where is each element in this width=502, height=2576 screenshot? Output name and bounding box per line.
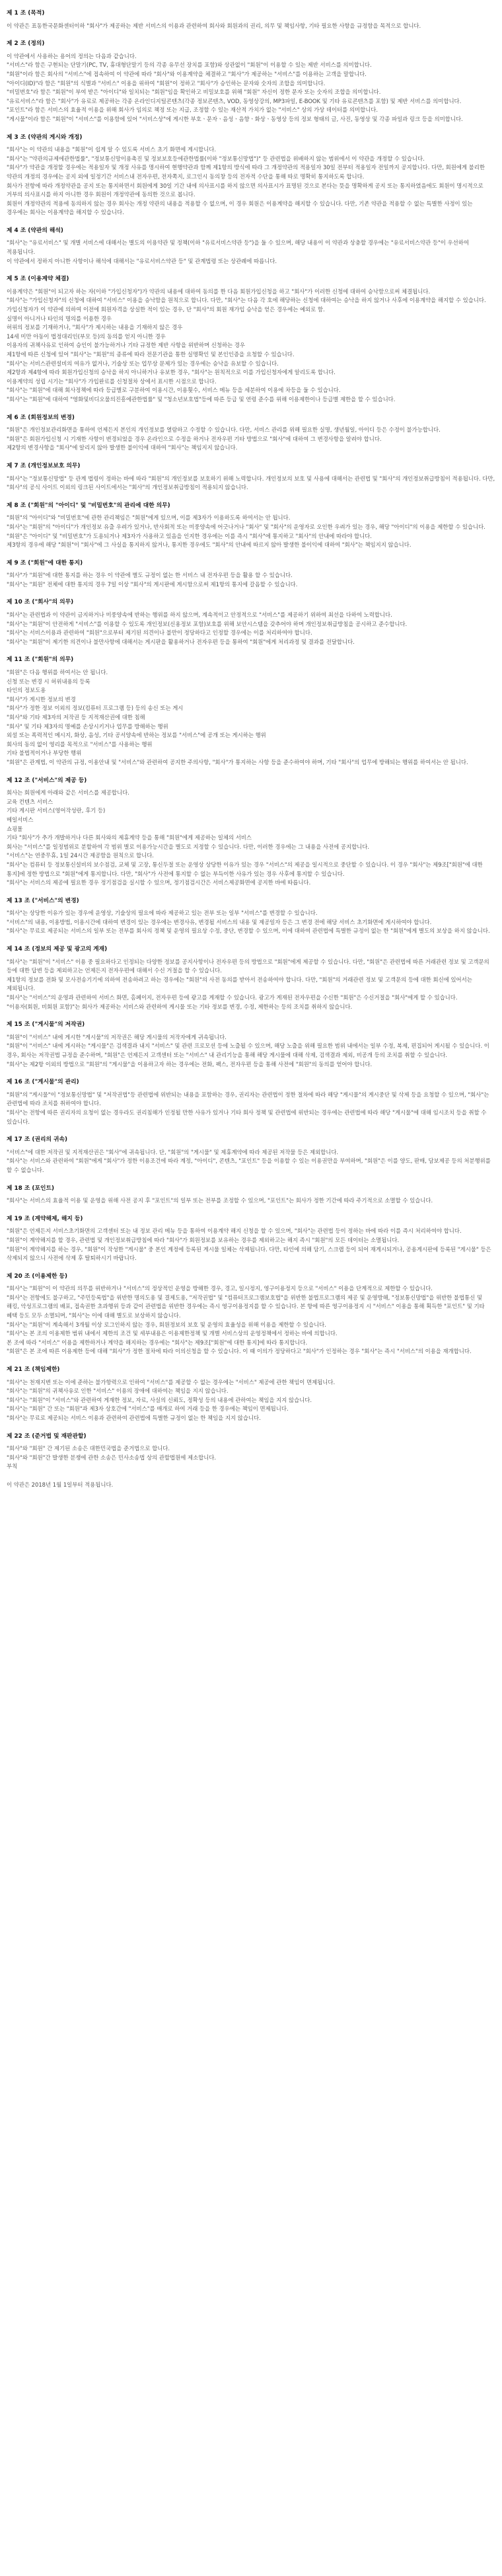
- article-title: 제 11 조 ("회원"의 의무): [7, 656, 74, 664]
- article-title: 제 15 조 ("게시물"의 저작권): [7, 1021, 85, 1029]
- article-title: 제 6 조 (회원정보의 변경): [7, 414, 75, 421]
- article-title: 제 8 조 ("회원"의 "아이디" 및 "비밀번호"의 관리에 대한 의무): [7, 502, 170, 509]
- article-body: 이 약관에서 사용하는 용어의 정의는 다음과 같습니다. "서비스"라 함은 구현되는 단말기(PC, TV, 휴대형단말기 등의 각종 유무선 장치를 포함)와 상관없이 "회원"이 이용할 수 있는 제반 서비스를 의미합니다. "회원"이라 함은 회사의 "서비스"에 접속하여 이 약관에 따라 "회사"와 이용계약을 체결하고 "회사"가 제공하는 "서비스"를 이용하는 고객을 말합니다. "아이디(ID)"라 함은 "회원"의 식별과 "서비스" 이용을 위하여 "회원"이 정하고 "회사"가 승인하는 문자와 숫자의 조합을 의미합니다. "비밀번호"라 함은 "회원"이 부여 받은 "아이디"와 일치되는 "회원"임을 확인하고 비밀보호를 위해 "회원" 자신이 정한 문자 또는 숫자의 조합을 의미합니다. "유료서비스"라 함은 "회사"가 유료로 제공하는 각종 온라인디지털콘텐츠(각종 정보콘텐츠, VOD, 동영상강의, MP3파일, E-BOOK 및 기타 유료콘텐츠를 포함) 및 제반 서비스를 의미합니다. "포인트"라 함은 서비스의 효율적 이용을 위해 회사가 임의로 책정 또는 지급, 조정할 수 있는 재산적 가치가 없는 "서비스" 상의 가상 데이터를 의미합니다. "게시물"이라 함은 "회원"이 "서비스"를 이용함에 있어 "서비스상"에 게시한 부호ㆍ문자ㆍ음성ㆍ음향ㆍ화상ㆍ동영상 등의 정보 형태의 글, 사진, 동영상 및 각종 파일과 링크 등을 의미합니다.: [7, 52, 463, 122]
- terms-article: [7, 1366, 495, 1423]
- article-body: "회사"와 "회원" 간 제기된 소송은 대한민국법을 준거법으로 합니다. "회사"와 "회원"간 발생한 분쟁에 관한 소송은 민사소송법 상의 관할법원에 제소합니다. 부칙: [7, 1445, 217, 1470]
- terms-article: [7, 945, 495, 1011]
- article-body: "서비스"에 대한 저작권 및 지적재산권은 "회사"에 귀속됩니다. 단, "회원"의 "게시물" 및 제휴계약에 따라 제공된 저작물 등은 제외합니다. "회사"는 서비스와 관련하여 "회원"에게 "회사"가 정한 이용조건에 따라 계정, "아이디", 콘텐츠, "포인트" 등을 이용할 수 있는 이용권만을 부여하며, "회원"은 이를 양도, 판매, 담보제공 등의 처분행위를 할 수 없습니다.: [7, 1148, 491, 1173]
- terms-article: [7, 275, 495, 404]
- terms-article: [7, 502, 495, 550]
- article-title: 제 1 조 (목적): [7, 10, 45, 17]
- article-title: 제 14 조 (정보의 제공 및 광고의 게재): [7, 946, 108, 953]
- article-title: 제 3 조 (약관의 게시와 개정): [7, 134, 83, 141]
- terms-article: [7, 777, 495, 888]
- terms-article: [7, 1432, 495, 1471]
- article-body: "회원"은 다음 행위를 하여서는 안 됩니다. 신청 또는 변경 시 허위내용의 등록 타인의 정보도용 "회사"가 게시한 정보의 변경 "회사"가 정한 정보 이외의 정보(컴퓨터 프로그램 등) 등의 송신 또는 게시 "회사"와 기타 제3자의 저작권 등 지적재산권에 대한 침해 "회사" 및 기타 제3자의 명예를 손상시키거나 업무를 방해하는 행위 외설 또는 폭력적인 메시지, 화상, 음성, 기타 공서양속에 반하는 정보를 "서비스"에 공개 또는 게시하는 행위 회사의 동의 없이 영리를 목적으로 "서비스"를 사용하는 행위 기타 불법적이거나 부당한 행위 "회원"은 관계법, 이 약관의 규정, 이용안내 및 "서비스"와 관련하여 공지한 주의사항, "회사"가 통지하는 사항 등을 준수하여야 하며, 기타 "회사"의 업무에 방해되는 행위를 하여서는 안 됩니다.: [7, 669, 468, 765]
- terms-article: [7, 462, 495, 492]
- effective-date-note: 이 약관은 2018년 1월 1일부터 적용됩니다.: [7, 1481, 114, 1488]
- article-body: "회원"은 개인정보관리화면을 통하여 언제든지 본인의 개인정보를 열람하고 수정할 수 있습니다. 다만, 서비스 관리를 위해 필요한 실명, 생년월일, 아이디 등은 수정이 불가능합니다. "회원"은 회원가입신청 시 기재한 사항이 변경되었을 경우 온라인으로 수정을 하거나 전자우편 기타 방법으로 "회사"에 대하여 그 변경사항을 알려야 합니다. 제2항의 변경사항을 "회사"에 알리지 않아 발생한 불이익에 대하여 "회사"는 책임지지 않습니다.: [7, 426, 441, 451]
- terms-article: [7, 40, 495, 124]
- article-body: "회사"는 관련법과 이 약관이 금지하거나 미풍양속에 반하는 행위를 하지 않으며, 계속적이고 안정적으로 "서비스"를 제공하기 위하여 최선을 다하여 노력합니다. "회사"는 "회원"이 안전하게 "서비스"를 이용할 수 있도록 개인정보(신용정보 포함)보호를 위해 보안시스템을 갖추어야 하며 개인정보취급방침을 공시하고 준수합니다. "회사"는 서비스이용과 관련하여 "회원"으로부터 제기된 의견이나 불만이 정당하다고 인정할 경우에는 이를 처리하여야 합니다. "회사"는 "회원"이 제기한 의견이나 불만사항에 대해서는 게시판을 활용하거나 전자우편 등을 통하여 "회원"에게 처리과정 및 결과를 전달합니다.: [7, 611, 408, 645]
- article-title: 제 10 조 ("회사"의 의무): [7, 599, 74, 606]
- article-title: 제 17 조 (권리의 귀속): [7, 1136, 68, 1144]
- article-title: 제 7 조 (개인정보보호 의무): [7, 462, 81, 469]
- article-body: "회사"는 이 약관의 내용을 "회원"이 쉽게 알 수 있도록 서비스 초기 화면에 게시합니다. "회사"는 "약관의규제에관한법률", "정보통신망이용촉진 및 정보보호등에관한법률(이하 "정보통신망법")" 등 관련법을 위배하지 않는 범위에서 이 약관을 개정할 수 있습니다. "회사"가 약관을 개정할 경우에는 적용일자 및 개정 사유를 명시하여 현행약관과 함께 제1항의 방식에 따라 그 개정약관의 적용일자 30일 전부터 적용일자 전일까지 공지합니다. 다만, 회원에게 불리한 약관의 개정의 경우에는 공지 외에 일정기간 서비스내 전자우편, 전자쪽지, 로그인시 동의창 등의 전자적 수단을 통해 따로 명확히 통지하도록 합니다. 회사가 전항에 따라 개정약관을 공지 또는 통지하면서 회원에게 30일 기간 내에 의사표시를 하지 않으면 의사표시가 표명된 것으로 본다는 뜻을 명확하게 공지 또는 통지하였음에도 회원이 명시적으로 거부의 의사표시를 하지 아니한 경우 회원이 개정약관에 동의한 것으로 봅니다. 회원이 개정약관의 적용에 동의하지 않는 경우 회사는 개정 약관의 내용을 적용할 수 없으며, 이 경우 회원은 이용계약을 해지할 수 있습니다. 다만, 기존 약관을 적용할 수 없는 특별한 사정이 있는 경우에는 회사는 이용계약을 해지할 수 있습니다.: [7, 146, 485, 216]
- article-body: 회사는 회원에게 아래와 같은 서비스를 제공합니다. 교육 컨텐츠 서비스 기타 게시판 서비스(영어작성란, 후기 등) 메일서비스 쇼핑몰 기타 "회사"가 추가 개발하거나 다른 회사와의 제휴계약 등을 통해 "회원"에게 제공하는 일체의 서비스 회사는 "서비스"를 일정범위로 분할하여 각 범위 별로 이용가능시간을 별도로 지정할 수 있습니다. 다만, 이러한 경우에는 그 내용을 사전에 공지합니다. "서비스"는 연중무휴, 1일 24시간 제공함을 원칙으로 합니다. "회사"는 컴퓨터 등 정보통신설비의 보수점검, 교체 및 고장, 통신두절 또는 운영상 상당한 이유가 있는 경우 "서비스"의 제공을 일시적으로 중단할 수 있습니다. 이 경우 "회사"는 제9조["회원"에 대한 통지]에 정한 방법으로 "회원"에게 통지합니다. 다만, "회사"가 사전에 통지할 수 없는 부득이한 사유가 있는 경우 사후에 통지할 수 있습니다. "회사"는 서비스의 제공에 필요한 경우 정기점검을 실시할 수 있으며, 정기점검시간은 서비스제공화면에 공지한 바에 따릅니다.: [7, 789, 483, 886]
- terms-article: [7, 134, 495, 217]
- article-body: "회원"의 "게시물"이 "정보통신망법" 및 "저작권법"등 관련법에 위반되는 내용을 포함하는 경우, 권리자는 관련법이 정한 절차에 따라 해당 "게시물"의 게시중단 및 삭제 등을 요청할 수 있으며, "회사"는 관련법에 따라 조치를 취하여야 합니다. "회사"는 전항에 따른 권리자의 요청이 없는 경우라도 권리침해가 인정될 만한 사유가 있거나 기타 회사 정책 및 관련법에 위반되는 경우에는 관련법에 따라 해당 "게시물"에 대해 임시조치 등을 취할 수 있습니다.: [7, 1091, 489, 1125]
- terms-article: [7, 414, 495, 453]
- terms-article: [7, 656, 495, 767]
- article-title: 제 9 조 ("회원"에 대한 통지): [7, 559, 83, 566]
- article-body: "회원"이 "서비스" 내에 게시한 "게시물"의 저작권은 해당 게시물의 저작자에게 귀속됩니다. "회원"이 "서비스" 내에 게시하는 "게시물"은 검색결과 내지 "서비스" 및 관련 프로모션 등에 노출될 수 있으며, 해당 노출을 위해 필요한 범위 내에서는 일부 수정, 복제, 편집되어 게시될 수 있습니다. 이 경우, 회사는 저작권법 규정을 준수하며, "회원"은 언제든지 고객센터 또는 "서비스" 내 관리기능을 통해 해당 게시물에 대해 삭제, 검색결과 제외, 비공개 등의 조치를 취할 수 있습니다. "회사"는 제2항 이외의 방법으로 "회원"의 "게시물"을 이용하고자 하는 경우에는 전화, 팩스, 전자우편 등을 통해 사전에 "회원"의 동의를 얻어야 합니다.: [7, 1033, 489, 1068]
- terms-article: [7, 598, 495, 646]
- article-title: 제 21 조 (책임제한): [7, 1366, 60, 1374]
- terms-article: [7, 1078, 495, 1126]
- article-body: "회원"의 "아이디"와 "비밀번호"에 관한 관리책임은 "회원"에게 있으며, 이를 제3자가 이용하도록 하여서는 안 됩니다. "회사"는 "회원"의 "아이디"가 개인정보 유출 우려가 있거나, 반사회적 또는 미풍양속에 어긋나거나 "회사" 및 "회사"의 운영자로 오인한 우려가 있는 경우, 해당 "아이디"의 이용을 제한할 수 있습니다. "회원"은 "아이디" 및 "비밀번호"가 도용되거나 제3자가 사용하고 있음을 인지한 경우에는 이를 즉시 "회사"에 통지하고 "회사"의 안내에 따라야 합니다. 제3항의 경우에 해당 "회원"이 "회사"에 그 사실을 통지하지 않거나, 통지한 경우에도 "회사"의 안내에 따르지 않아 발생한 불이익에 대하여 "회사"는 책임지지 않습니다.: [7, 514, 485, 549]
- terms-article: [7, 897, 495, 936]
- article-title: 제 2 조 (정의): [7, 40, 45, 48]
- article-body: "회사"는 "유료서비스" 및 개별 서비스에 대해서는 별도의 이용약관 및 정책(이하 "유료서비스약관 등")을 둘 수 있으며, 해당 내용이 이 약관과 상충할 경우에는 "유료서비스약관 등"이 우선하여 적용됩니다. 이 약관에서 정하지 아니한 사항이나 해석에 대해서는 "유료서비스약관 등" 및 관계법령 또는 상관례에 따릅니다.: [7, 239, 469, 264]
- article-title: 제 20 조 (이용제한 등): [7, 1272, 68, 1280]
- terms-article: [7, 1185, 495, 1206]
- article-body: 이용계약은 "회원"이 되고자 하는 자(이하 "가입신청자")가 약관의 내용에 대하여 동의를 한 다음 회원가입신청을 하고 "회사"가 이러한 신청에 대하여 승낙함으로써 체결됩니다. "회사"는 "가입신청자"의 신청에 대하여 "서비스" 이용을 승낙함을 원칙으로 합니다. 다만, "회사"는 다음 각 호에 해당하는 신청에 대하여는 승낙을 하지 않거나 사후에 이용계약을 해지할 수 있습니다. 가입신청자가 이 약관에 의하여 이전에 회원자격을 상실한 적이 있는 경우, 단 "회사"의 회원 재가입 승낙을 얻은 경우에는 예외로 함. 실명이 아니거나 타인의 명의를 이용한 경우 허위의 정보를 기재하거나, "회사"가 제시하는 내용을 기재하지 않은 경우 14세 미만 아동이 법정대리인(부모 등)의 동의를 얻지 아니한 경우 이용자의 귀책사유로 인하여 승인이 불가능하거나 기타 규정한 제반 사항을 위반하며 신청하는 경우 제1항에 따른 신청에 있어 "회사"는 "회원"의 종류에 따라 전문기관을 통한 실명확인 및 본인인증을 요청할 수 있습니다. "회사"는 서비스관련설비의 여유가 없거나, 기술상 또는 업무상 문제가 있는 경우에는 승낙을 유보할 수 있습니다. 제2항과 제4항에 따라 회원가입신청의 승낙을 하지 아니하거나 유보한 경우, "회사"는 원칙적으로 이를 가입신청자에게 알리도록 합니다. 이용계약의 성립 시기는 "회사"가 가입완료를 신청절차 상에서 표시한 시점으로 합니다. "회사"는 "회원"에 대해 회사정책에 따라 등급별로 구분하여 이용시간, 이용횟수, 서비스 메뉴 등을 세분하여 이용에 차등을 둘 수 있습니다. "회사"는 "회원"에 대하여 "영화및비디오물의진흥에관한법률" 및 "청소년보호법"등에 따른 등급 및 연령 준수를 위해 이용제한이나 등급별 제한을 할 수 있습니다.: [7, 288, 486, 403]
- article-body: 이 약관은 표동한국문화센터이하 "회사"가 제공하는 제반 서비스의 이용과 관련하여 회사와 회원과의 권리, 의무 및 책임사항, 기타 필요한 사항을 규정함을 목적으로 합니다.: [7, 22, 421, 29]
- terms-article: [7, 1215, 495, 1263]
- article-title: 제 16 조 ("게시물"의 관리): [7, 1079, 79, 1086]
- terms-article: [7, 1272, 495, 1356]
- article-body: "회원"은 언제든지 서비스초기화면의 고객센터 또는 내 정보 관리 메뉴 등을 통하여 이용계약 해지 신청을 할 수 있으며, "회사"는 관련법 등이 정하는 바에 따라 이를 즉시 처리하여야 합니다. "회원"이 계약해지를 할 경우, 관련법 및 개인정보취급방침에 따라 "회사"가 회원정보를 보유하는 경우를 제외하고는 해지 즉시 "회원"의 모든 데이터는 소멸됩니다. "회원"이 계약해지를 하는 경우, "회원"이 작성한 "게시물" 중 본인 계정에 등록된 게시물 일체는 삭제됩니다. 다만, 타인에 의해 담기, 스크랩 등이 되어 재게시되거나, 공용게시판에 등록된 "게시물" 등은 삭제되지 않으니 사전에 삭제 후 탈퇴하시기 바랍니다.: [7, 1228, 491, 1262]
- article-title: 제 5 조 (이용계약 체결): [7, 276, 69, 283]
- article-body: "회사"는 "회원"이 "서비스" 이용 중 필요하다고 인정되는 다양한 정보를 공지사항이나 전자우편 등의 방법으로 "회원"에게 제공할 수 있습니다. 다만, "회원"은 관련법에 따른 거래관련 정보 및 고객문의 등에 대한 답변 등을 제외하고는 언제든지 전자우편에 대해서 수신 거절을 할 수 있습니다. 제1항의 정보를 전화 및 모사전송기기에 의하여 전송하려고 하는 경우에는 "회원"의 사전 동의를 받아서 전송하여야 합니다. 다만, "회원"의 거래관련 정보 및 고객문의 등에 대한 회신에 있어서는 제외됩니다. "회사"는 "서비스"의 운영과 관련하여 서비스 화면, 홈페이지, 전자우편 등에 광고를 게재할 수 있습니다. 광고가 게재된 전자우편을 수신한 "회원"은 수신거절을 "회사"에게 할 수 있습니다. "이용자(회원, 비회원 포함)"는 회사가 제공하는 서비스와 관련하여 게시물 또는 기타 정보를 변경, 수정, 제한하는 등의 조치를 취하지 않습니다.: [7, 958, 489, 1010]
- article-body: "회사"는 천재지변 또는 이에 준하는 불가항력으로 인하여 "서비스"를 제공할 수 없는 경우에는 "서비스" 제공에 관한 책임이 면제됩니다. "회사"는 "회원"의 귀책사유로 인한 "서비스" 이용의 장애에 대하여는 책임을 지지 않습니다. "회사"는 "회원"이 "서비스"와 관련하여 게재한 정보, 자료, 사실의 신뢰도, 정확성 등의 내용에 관하여는 책임을 지지 않습니다. "회사"는 "회원" 간 또는 "회원"과 제3자 상호간에 "서비스"를 매개로 하여 거래 등을 한 경우에는 책임이 면제됩니다. "회사"는 무료로 제공되는 서비스 이용과 관련하여 관련법에 특별한 규정이 없는 한 책임을 지지 않습니다.: [7, 1378, 336, 1421]
- article-body: "회사"는 상당한 이유가 있는 경우에 운영상, 기술상의 필요에 따라 제공하고 있는 전부 또는 일부 "서비스"를 변경할 수 있습니다. "서비스"의 내용, 이용방법, 이용시간에 대하여 변경이 있는 경우에는 변경사유, 변경될 서비스의 내용 및 제공일자 등은 그 변경 전에 해당 서비스 초기화면에 게시하여야 합니다. "회사"는 무료로 제공되는 서비스의 일부 또는 전부를 회사의 정책 및 운영의 필요상 수정, 중단, 변경할 수 있으며, 이에 대하여 관련법에 특별한 규정이 없는 한 "회원"에게 별도의 보상을 하지 않습니다.: [7, 910, 490, 935]
- article-body: "회사"는 "회원"이 이 약관의 의무를 위반하거나 "서비스"의 정상적인 운영을 방해한 경우, 경고, 일시정지, 영구이용정지 등으로 "서비스" 이용을 단계적으로 제한할 수 있습니다. "회사"는 전항에도 불구하고, "주민등록법"을 위반한 명의도용 및 결제도용, "저작권법" 및 "컴퓨터프로그램보호법"을 위반한 불법프로그램의 제공 및 운영방해, "정보통신망법"을 위반한 불법통신 및 해킹, 악성프로그램의 배포, 접속권한 초과행위 등과 같이 관련법을 위반한 경우에는 즉시 영구이용정지를 할 수 있습니다. 본 항에 따른 영구이용정지 시 "서비스" 이용을 통해 획득한 "포인트" 및 기타 혜택 등도 모두 소멸되며, "회사"는 이에 대해 별도로 보상하지 않습니다. "회사"는 "회원"이 계속해서 3개월 이상 로그인하지 않는 경우, 회원정보의 보호 및 운영의 효율성을 위해 이용을 제한할 수 있습니다. "회사"는 본 조의 이용제한 범위 내에서 제한의 조건 및 세부내용은 이용제한정책 및 개별 서비스상의 운영정책에서 정하는 바에 의합니다. 본 조에 따라 "서비스" 이용을 제한하거나 계약을 해지하는 경우에는 "회사"는 제9조["회원"에 대한 통지]에 따라 통지합니다. "회원"은 본 조에 따른 이용제한 등에 대해 "회사"가 정한 절차에 따라 이의신청을 할 수 있습니다. 이 때 이의가 정당하다고 "회사"가 인정하는 경우 "회사"는 즉시 "서비스"의 이용을 재개합니다.: [7, 1285, 485, 1355]
- article-title: 제 4 조 (약관의 해석): [7, 227, 63, 234]
- terms-article: [7, 1136, 495, 1175]
- article-body: "회사"는 서비스의 효율적 이용 및 운영을 위해 사전 공지 후 "포인트"의 일부 또는 전부를 조정할 수 있으며, "포인트"는 회사가 정한 기간에 따라 주기적으로 소멸할 수 있습니다.: [7, 1197, 433, 1204]
- article-body: "회사"가 "회원"에 대한 통지를 하는 경우 이 약관에 별도 규정이 없는 한 서비스 내 전자우편 등을 활용 할 수 있습니다. "회사"는 "회원" 전체에 대한 통지의 경우 7일 이상 "회사"의 게시판에 게시함으로써 제1항의 통지에 갈음할 수 있습니다.: [7, 572, 298, 588]
- article-title: 제 18 조 (포인트): [7, 1185, 54, 1192]
- terms-articles: [7, 9, 495, 1471]
- article-title: 제 13 조 ("서비스"의 변경): [7, 897, 79, 904]
- article-title: 제 22 조 (준거법 및 재판관할): [7, 1432, 87, 1440]
- terms-article: [7, 227, 495, 266]
- terms-article: [7, 9, 495, 30]
- article-title: 제 19 조 (계약해제, 해지 등): [7, 1215, 83, 1222]
- terms-article: [7, 559, 495, 590]
- terms-article: [7, 1021, 495, 1069]
- article-title: 제 12 조 ("서비스"의 제공 등): [7, 777, 87, 784]
- article-body: "회사"는 "정보통신망법" 등 관계 법령이 정하는 바에 따라 "회원"의 개인정보를 보호하기 위해 노력합니다. 개인정보의 보호 및 사용에 대해서는 관련법 및 "회사"의 개인정보취급방침이 적용됩니다. 다만, "회사"의 공식 사이트 이외의 링크된 사이트에서는 "회사"의 개인정보취급방침이 적용되지 않습니다.: [7, 475, 497, 491]
